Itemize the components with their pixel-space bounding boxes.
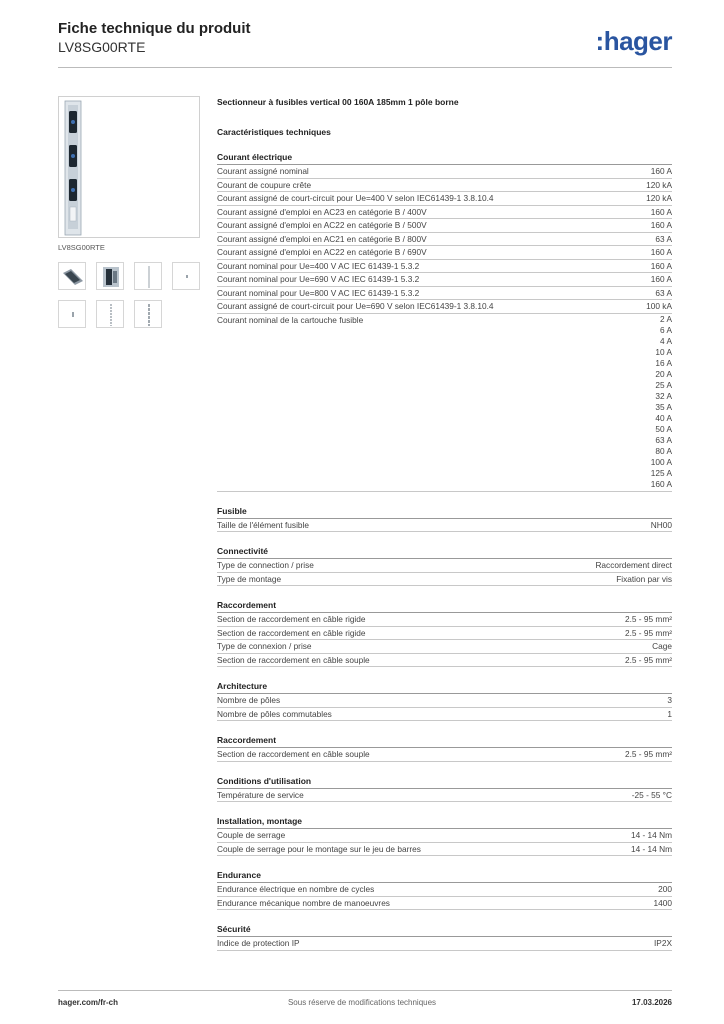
spec-row xyxy=(217,843,672,857)
spec-value: -25 - 55 °C xyxy=(631,789,672,800)
spec-section xyxy=(217,869,672,910)
spec-row xyxy=(217,179,672,193)
spec-label: Courant assigné d'emploi en AC23 en catégorie B / 400V xyxy=(217,206,427,217)
spec-row xyxy=(217,300,672,314)
spec-value: 40 A xyxy=(655,412,672,423)
spec-row xyxy=(217,273,672,287)
spec-section xyxy=(217,734,672,762)
document-title: Fiche technique du produit xyxy=(58,20,251,37)
spec-label: Type de connection / prise xyxy=(217,560,314,570)
spec-label: Courant nominal de la cartouche fusible xyxy=(217,314,364,325)
spec-value: Raccordement direct xyxy=(595,560,672,570)
spec-row xyxy=(217,219,672,233)
spec-value: 160 A xyxy=(650,274,672,284)
spec-label: Type de montage xyxy=(217,573,282,584)
spec-row xyxy=(217,789,672,803)
product-image-caption: LV8SG00RTE xyxy=(58,243,105,252)
spec-value: 160 A xyxy=(650,206,672,217)
product-main-image xyxy=(58,96,200,238)
spec-row xyxy=(217,314,672,492)
spec-label: Type de connexion / prise xyxy=(217,641,312,651)
thumbnail-image[interactable] xyxy=(96,262,124,290)
footer-divider xyxy=(58,990,672,991)
spec-value: 16 A xyxy=(655,357,672,368)
spec-value: 2.5 - 95 mm² xyxy=(624,749,672,759)
spec-value: 100 A xyxy=(650,456,672,467)
spec-value: 20 A xyxy=(655,368,672,379)
spec-row xyxy=(217,640,672,654)
spec-value: 2 A xyxy=(660,313,672,324)
spec-value: 120 kA xyxy=(646,193,672,203)
thumbnail-image[interactable] xyxy=(58,262,86,290)
section-title: Raccordement xyxy=(217,599,672,613)
spec-value: 1 xyxy=(667,708,672,719)
spec-row xyxy=(217,748,672,762)
spec-label: Courant assigné de court-circuit pour Ue=400 V selon IEC61439-1 3.8.10.4 xyxy=(217,193,494,203)
spec-section xyxy=(217,815,672,856)
spec-row xyxy=(217,165,672,179)
spec-row xyxy=(217,829,672,843)
spec-section xyxy=(217,545,672,586)
spec-row xyxy=(217,883,672,897)
section-title: Raccordement xyxy=(217,734,672,748)
spec-value: 25 A xyxy=(655,379,672,390)
product-description: Sectionneur à fusibles vertical 00 160A 185mm 1 pôle borne xyxy=(217,97,459,107)
spec-value: 50 A xyxy=(655,423,672,434)
spec-value: 14 - 14 Nm xyxy=(630,830,672,840)
spec-row xyxy=(217,627,672,641)
footer-notice: Sous réserve de modifications techniques xyxy=(287,998,437,1007)
spec-value: NH00 xyxy=(650,519,672,530)
spec-value: 2.5 - 95 mm² xyxy=(624,654,672,665)
spec-section xyxy=(217,775,672,803)
spec-row xyxy=(217,708,672,722)
spec-row xyxy=(217,694,672,708)
spec-label: Courant assigné d'emploi en AC22 en catégorie B / 500V xyxy=(217,220,427,230)
spec-value: 35 A xyxy=(655,401,672,412)
spec-value: IP2X xyxy=(654,938,672,948)
spec-label: Nombre de pôles xyxy=(217,695,281,705)
spec-row xyxy=(217,613,672,627)
spec-row xyxy=(217,559,672,573)
spec-label: Section de raccordement en câble souple xyxy=(217,654,370,665)
section-title: Conditions d'utilisation xyxy=(217,775,672,789)
section-title: Endurance xyxy=(217,869,672,883)
spec-section xyxy=(217,923,672,951)
section-title: Fusible xyxy=(217,505,672,519)
spec-label: Courant nominal pour Ue=800 V AC IEC 61439-1 5.3.2 xyxy=(217,287,420,298)
spec-value: 4 A xyxy=(660,335,672,346)
section-title: Architecture xyxy=(217,680,672,694)
spec-section xyxy=(217,505,672,533)
spec-label: Section de raccordement en câble rigide xyxy=(217,614,366,624)
spec-label: Endurance mécanique nombre de manoeuvres xyxy=(217,897,390,908)
spec-value: 120 kA xyxy=(646,179,672,190)
thumbnail-image[interactable] xyxy=(172,262,200,290)
spec-label: Section de raccordement en câble souple xyxy=(217,749,370,759)
spec-value: Cage xyxy=(652,641,672,651)
section-title: Installation, montage xyxy=(217,815,672,829)
spec-value: 1400 xyxy=(653,897,672,908)
spec-label: Courant nominal pour Ue=690 V AC IEC 61439-1 5.3.2 xyxy=(217,274,420,284)
spec-label: Section de raccordement en câble rigide xyxy=(217,627,366,638)
product-reference: LV8SG00RTE xyxy=(58,39,146,55)
spec-value: 6 A xyxy=(660,324,672,335)
spec-value: 3 xyxy=(667,695,672,705)
spec-value: 160 A xyxy=(650,220,672,230)
spec-value: 160 A xyxy=(650,166,672,176)
spec-value: 10 A xyxy=(655,346,672,357)
spec-sections xyxy=(217,151,672,951)
section-title: Connectivité xyxy=(217,545,672,559)
spec-label: Endurance électrique en nombre de cycles xyxy=(217,884,375,894)
spec-label: Courant nominal pour Ue=400 V AC IEC 61439-1 5.3.2 xyxy=(217,260,420,271)
spec-value: 2.5 - 95 mm² xyxy=(624,627,672,638)
spec-row xyxy=(217,233,672,247)
footer-website[interactable]: hager.com/fr-ch xyxy=(58,998,119,1007)
spec-label: Nombre de pôles commutables xyxy=(217,708,332,719)
spec-value: 63 A xyxy=(655,434,672,445)
thumbnail-image[interactable] xyxy=(58,300,86,328)
spec-row xyxy=(217,206,672,220)
spec-row xyxy=(217,937,672,951)
spec-value: 100 kA xyxy=(646,301,672,311)
section-title: Sécurité xyxy=(217,923,672,937)
thumbnail-image[interactable] xyxy=(134,300,162,328)
spec-value: 63 A xyxy=(655,233,672,244)
technical-content xyxy=(217,96,672,951)
spec-value: 80 A xyxy=(655,445,672,456)
spec-row xyxy=(217,260,672,274)
document-header xyxy=(58,20,251,56)
spec-value: 63 A xyxy=(655,287,672,298)
spec-value: Fixation par vis xyxy=(616,573,672,584)
footer-date: 17.03.2026 xyxy=(631,998,672,1007)
spec-value: 200 xyxy=(658,884,672,894)
spec-label: Température de service xyxy=(217,789,304,800)
spec-label: Couple de serrage pour le montage sur le jeu de barres xyxy=(217,843,421,854)
thumbnail-image[interactable] xyxy=(96,300,124,328)
header-divider xyxy=(58,67,672,68)
spec-row xyxy=(217,192,672,206)
hager-logo: :hager xyxy=(595,26,672,56)
spec-value: 2.5 - 95 mm² xyxy=(624,614,672,624)
spec-value: 160 A xyxy=(650,247,672,257)
spec-label: Courant assigné de court-circuit pour Ue=690 V selon IEC61439-1 3.8.10.4 xyxy=(217,301,494,311)
spec-row xyxy=(217,519,672,533)
spec-row xyxy=(217,287,672,301)
spec-value: 125 A xyxy=(650,467,672,478)
thumbnail-image[interactable] xyxy=(134,262,162,290)
spec-section xyxy=(217,680,672,721)
spec-label: Indice de protection IP xyxy=(217,938,300,948)
spec-row xyxy=(217,573,672,587)
spec-label: Courant assigné d'emploi en AC22 en catégorie B / 690V xyxy=(217,247,427,257)
spec-row xyxy=(217,246,672,260)
spec-value: 160 A xyxy=(650,478,672,489)
spec-value: 160 A xyxy=(650,260,672,271)
spec-label: Taille de l'élément fusible xyxy=(217,519,309,530)
spec-value: 14 - 14 Nm xyxy=(630,843,672,854)
spec-row xyxy=(217,654,672,668)
spec-label: Courant assigné nominal xyxy=(217,166,309,176)
spec-value-list xyxy=(651,314,672,490)
section-title: Courant électrique xyxy=(217,151,672,165)
spec-section xyxy=(217,599,672,667)
spec-section xyxy=(217,151,672,492)
spec-label: Couple de serrage xyxy=(217,830,286,840)
spec-label: Courant de coupure crête xyxy=(217,179,312,190)
spec-row xyxy=(217,897,672,911)
spec-value: 32 A xyxy=(655,390,672,401)
spec-label: Courant assigné d'emploi en AC21 en catégorie B / 800V xyxy=(217,233,427,244)
spec-heading: Caractéristiques techniques xyxy=(217,127,331,137)
